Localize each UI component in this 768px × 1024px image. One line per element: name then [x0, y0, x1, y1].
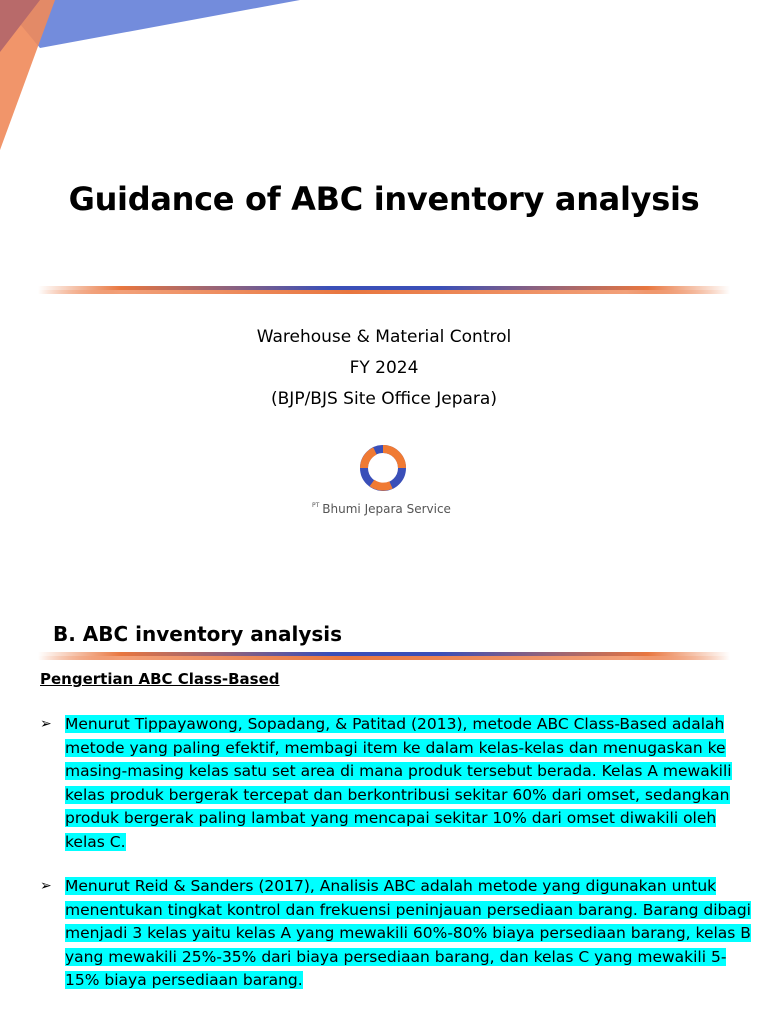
bullet-text: Menurut Reid & Sanders (2017), Analisis ABC adalah metode yang digunakan untuk menentukan tingkat kontrol dan frekuensi peninjauan persediaan barang. Barang dibagi menjadi 3 kelas yaitu kelas A yang mewakili 60%-80% biaya persediaan barang, kelas B yang mewakili 25%-35% dari biaya persediaan barang, dan kelas C yang mewakili 5-15% biaya persediaan barang.	[65, 877, 751, 989]
list-item	[40, 875, 752, 993]
subtitle-block	[0, 322, 768, 415]
subheading: Pengertian ABC Class-Based	[40, 670, 280, 688]
company-prefix: PT	[312, 502, 320, 509]
section-divider	[38, 652, 730, 660]
arrow-bullet-icon: ➢	[40, 716, 52, 732]
subtitle-fiscal-year: FY 2024	[349, 358, 419, 378]
company-name	[312, 502, 451, 516]
subtitle-department: Warehouse & Material Control	[256, 327, 512, 347]
subtitle-site: (BJP/BJS Site Office Jepara)	[271, 389, 497, 409]
ring-logo-icon	[355, 440, 411, 496]
company-name-text: Bhumi Jepara Service	[322, 502, 451, 516]
arrow-bullet-icon: ➢	[40, 878, 52, 894]
bullet-text: Menurut Tippayawong, Sopadang, & Patitad (2013), metode ABC Class-Based adalah metode yang paling efektif, membagi item ke dalam kelas-kelas dan menugaskan ke masing-masing kelas satu set area di mana produk tersebut berada. Kelas A mewakili kelas produk bergerak tercepat dan berkontribusi sekitar 60% dari omset, sedangkan produk bergerak paling lambat yang mencapai sekitar 10% dari omset diwakili oleh kelas C.	[65, 715, 732, 851]
section-title: B. ABC inventory analysis	[53, 622, 343, 646]
slide-title: Guidance of ABC inventory analysis	[68, 180, 700, 218]
corner-decoration	[0, 0, 320, 160]
title-divider	[38, 286, 730, 294]
list-item	[40, 713, 752, 854]
